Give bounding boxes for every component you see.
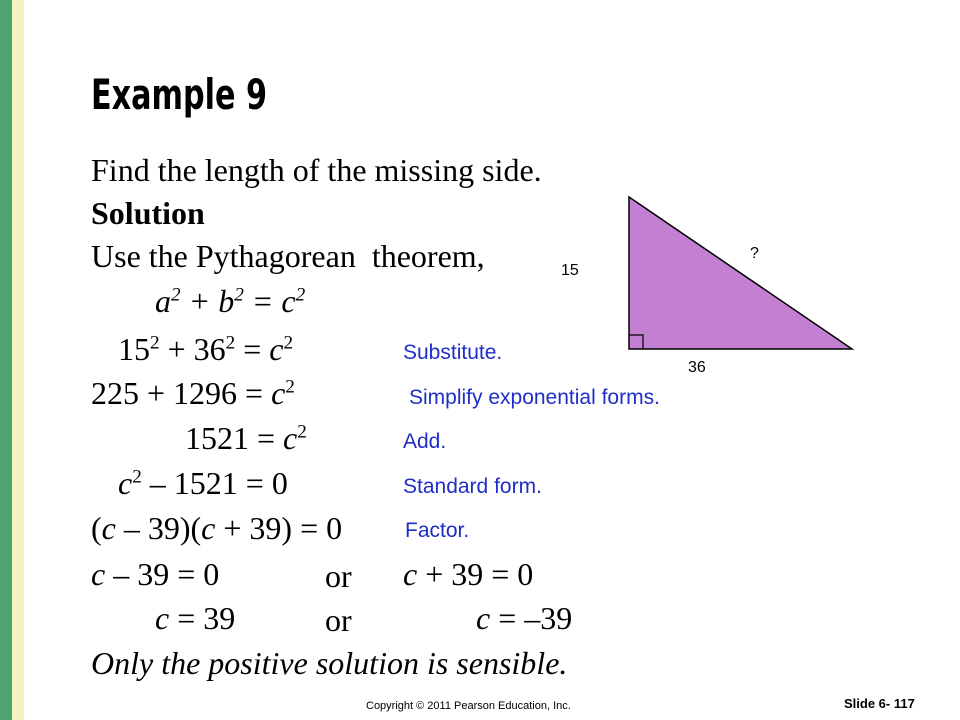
solution-left: c = 39	[155, 600, 236, 636]
equation-pythagorean: $a^2 + b^2 = c^2$	[155, 283, 306, 319]
leg-vertical-label: 15	[561, 262, 579, 279]
note-simplify: Simplify exponential forms.	[409, 386, 660, 409]
left-accent-bar	[0, 0, 12, 720]
note-standard: Standard form.	[403, 475, 542, 498]
equation-zero-product-right: c + 39 = 0	[403, 556, 534, 592]
left-accent-stripe	[12, 0, 24, 720]
hypotenuse-label: ?	[750, 245, 759, 262]
copyright: Copyright © 2011 Pearson Education, Inc.	[366, 700, 571, 712]
equation-add: $1521 = c^2$	[185, 420, 307, 456]
theorem-line: Use the Pythagorean theorem,	[91, 238, 485, 274]
right-triangle-diagram	[620, 190, 865, 360]
problem-prompt: Find the length of the missing side.	[91, 152, 542, 188]
solution-right: c = –39	[476, 600, 573, 636]
conclusion: Only the positive solution is sensible.	[91, 645, 568, 681]
note-substitute: Substitute.	[403, 341, 503, 364]
note-add: Add.	[403, 430, 447, 453]
solution-heading: Solution	[91, 195, 205, 231]
equation-simplify: $225 + 1296 = c^2$	[91, 375, 295, 411]
equation-zero-product-left: c – 39 = 0	[91, 556, 220, 592]
or-word: or	[325, 602, 352, 638]
note-factor: Factor.	[405, 519, 470, 542]
equation-factor: (c – 39)(c + 39) = 0	[91, 510, 343, 546]
or-word: or	[325, 558, 352, 594]
slide-title: Example 9	[91, 70, 268, 119]
equation-substitute: $15^2 + 36^2 = c^2$	[118, 331, 294, 367]
slide-number: Slide 6- 117	[844, 696, 915, 711]
right-triangle	[629, 197, 852, 349]
equation-standard: $c^2 - 1521 = 0$	[118, 465, 288, 501]
leg-horizontal-label: 36	[688, 359, 706, 376]
